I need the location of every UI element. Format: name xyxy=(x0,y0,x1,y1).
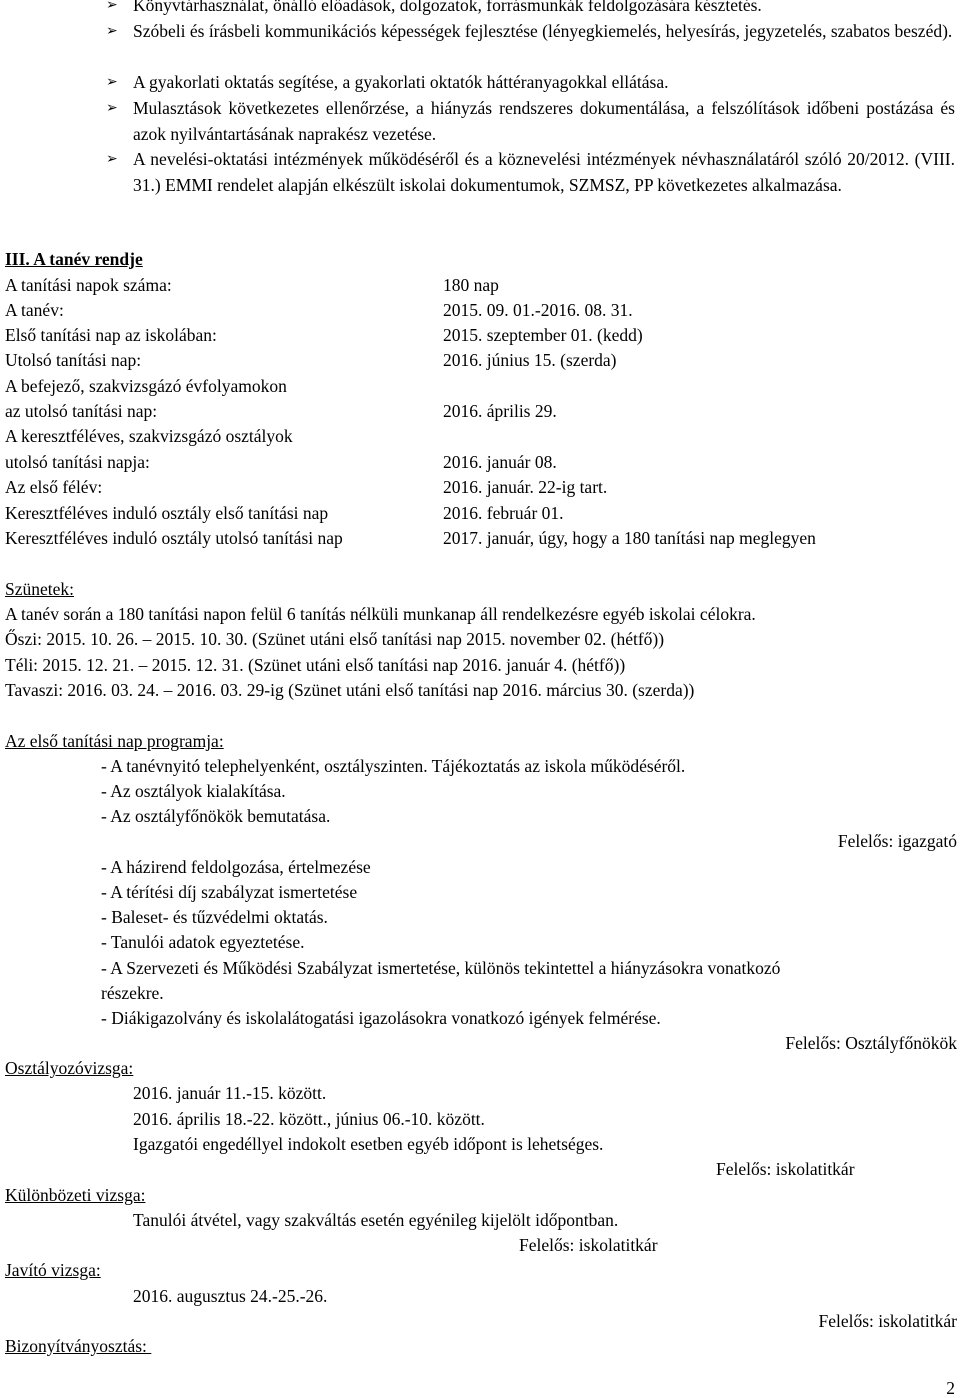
bullet-item xyxy=(0,19,960,45)
program-item: - Tanulói adatok egyeztetése. xyxy=(101,932,305,952)
felelos-label: Felelős: iskolatitkár xyxy=(716,1159,855,1179)
tanev-row-label: A tanítási napok száma: xyxy=(5,275,172,295)
bullet-text: Mulasztások következetes ellenőrzése, a hiányzás rendszeres dokumentálása, a felszólítások időbeni postázása és azok nyilvántartásának naprakész vezetése. xyxy=(133,98,955,144)
program-item: - A házirend feldolgozása, értelmezése xyxy=(101,857,371,877)
arrow-bullet-icon: ➢ xyxy=(106,0,118,13)
bullet-item xyxy=(0,147,960,198)
osztalyozo-line: 2016. január 11.-15. között. xyxy=(133,1083,327,1103)
szunetek-line: A tanév során a 180 tanítási napon felül 6 tanítás nélküli munkanap áll rendelkezésre egyéb iskolai célokra. xyxy=(5,604,756,624)
tanev-row-label: A keresztféléves, szakvizsgázó osztályok xyxy=(5,426,293,446)
arrow-bullet-icon: ➢ xyxy=(106,151,118,167)
bullet-text: A nevelési-oktatási intézmények működéséről és a köznevelési intézmények névhasználatáról szóló 20/2012. (VIII. 31.) EMMI rendelet alapján elkészült iskolai dokumentumok, SZMSZ, PP következetes alkalmazása. xyxy=(133,149,955,195)
bullet-text: Könyvtárhasználat, önálló előadások, dolgozatok, forrásmunkák feldolgozására késztetés. xyxy=(133,0,762,15)
tanev-row-value: 2015. 09. 01.-2016. 08. 31. xyxy=(443,300,633,320)
elso-nap-heading: Az első tanítási nap programja: xyxy=(5,731,224,751)
kulonbozeti-line: Tanulói átvétel, vagy szakváltás esetén egyénileg kijelölt időpontban. xyxy=(133,1210,619,1230)
felelos-label: Felelős: iskolatitkár xyxy=(519,1235,658,1255)
osztalyozo-line: 2016. április 18.-22. között., június 06.-10. között. xyxy=(133,1109,485,1129)
tanev-row-label: A tanév: xyxy=(5,300,64,320)
bullet-item xyxy=(0,70,960,96)
osztalyozo-line: Igazgatói engedéllyel indokolt esetben egyéb időpont is lehetséges. xyxy=(133,1134,604,1154)
szunetek-line: Téli: 2015. 12. 21. – 2015. 12. 31. (Szünet utáni első tanítási nap 2016. január 4. (hétfő)) xyxy=(5,655,626,675)
program-item: - A térítési díj szabályzat ismertetése xyxy=(101,882,358,902)
tanev-row-value: 2016. január 08. xyxy=(443,452,557,472)
tanev-row-value: 180 nap xyxy=(443,275,499,295)
arrow-bullet-icon: ➢ xyxy=(106,100,118,116)
szunetek-line: Tavaszi: 2016. 03. 24. – 2016. 03. 29-ig (Szünet utáni első tanítási nap 2016. március 30. (szerda)) xyxy=(5,680,695,700)
szunetek-heading: Szünetek: xyxy=(5,579,75,599)
bullet-text: A gyakorlati oktatás segítése, a gyakorlati oktatók háttéranyagokkal ellátása. xyxy=(133,72,669,92)
szunetek-line: Őszi: 2015. 10. 26. – 2015. 10. 30. (Szünet utáni első tanítási nap 2015. november 02. (hétfő)) xyxy=(5,629,665,649)
program-item: - Diákigazolvány és iskolalátogatási igazolásokra vonatkozó igények felmérése. xyxy=(101,1008,661,1028)
kulonbozeti-heading: Különbözeti vizsga: xyxy=(5,1185,146,1205)
tanev-row-value: 2016. június 15. (szerda) xyxy=(443,350,617,370)
arrow-bullet-icon: ➢ xyxy=(106,74,118,90)
felelos-label: Felelős: igazgató xyxy=(837,831,957,851)
tanev-row-label: Az első félév: xyxy=(5,477,103,497)
tanev-row-value: 2016. január. 22-ig tart. xyxy=(443,477,608,497)
osztalyozo-heading: Osztályozóvizsga: xyxy=(5,1058,134,1078)
tanev-row-label: Utolsó tanítási nap: xyxy=(5,350,142,370)
javito-heading: Javító vizsga: xyxy=(5,1260,101,1280)
tanev-row-label: Első tanítási nap az iskolában: xyxy=(5,325,217,345)
arrow-bullet-icon: ➢ xyxy=(106,23,118,39)
tanev-row-value: 2016. április 29. xyxy=(443,401,557,421)
felelos-label: Felelős: Osztályfőnökök xyxy=(785,1033,957,1053)
tanev-row-label: Keresztféléves induló osztály utolsó tanítási nap xyxy=(5,528,343,548)
bullet-item xyxy=(0,96,960,147)
felelos-label: Felelős: iskolatitkár xyxy=(818,1311,957,1331)
tanev-row-value: 2017. január, úgy, hogy a 180 tanítási nap meglegyen xyxy=(443,528,816,548)
bizonyitvany-heading: Bizonyítványosztás: xyxy=(5,1336,152,1356)
program-item: - Az osztályfőnökök bemutatása. xyxy=(101,806,331,826)
program-item: - A Szervezeti és Működési Szabályzat ismertetése, különös tekintettel a hiányzásokra vonatkozó xyxy=(101,958,781,978)
page-number: 2 xyxy=(946,1378,955,1398)
tanev-row-label: A befejező, szakvizsgázó évfolyamokon xyxy=(5,376,287,396)
tanev-heading: III. A tanév rendje xyxy=(5,249,143,269)
program-item: - A tanévnyitó telephelyenként, osztályszinten. Tájékoztatás az iskola működéséről. xyxy=(101,756,686,776)
tanev-row-label: utolsó tanítási napja: xyxy=(5,452,150,472)
program-item: - Az osztályok kialakítása. xyxy=(101,781,286,801)
program-item: - Baleset- és tűzvédelmi oktatás. xyxy=(101,907,328,927)
bullet-text: Szóbeli és írásbeli kommunikációs képességek fejlesztése (lényegkiemelés, helyesírás, jegyzetelés, szabatos beszéd). xyxy=(133,21,953,41)
tanev-row-value: 2016. február 01. xyxy=(443,503,564,523)
program-item: részekre. xyxy=(101,983,164,1003)
javito-line: 2016. augusztus 24.-25.-26. xyxy=(133,1286,328,1306)
bullet-item xyxy=(0,0,960,19)
tanev-row-label: az utolsó tanítási nap: xyxy=(5,401,158,421)
tanev-row-label: Keresztféléves induló osztály első tanítási nap xyxy=(5,503,329,523)
tanev-row-value: 2015. szeptember 01. (kedd) xyxy=(443,325,643,345)
